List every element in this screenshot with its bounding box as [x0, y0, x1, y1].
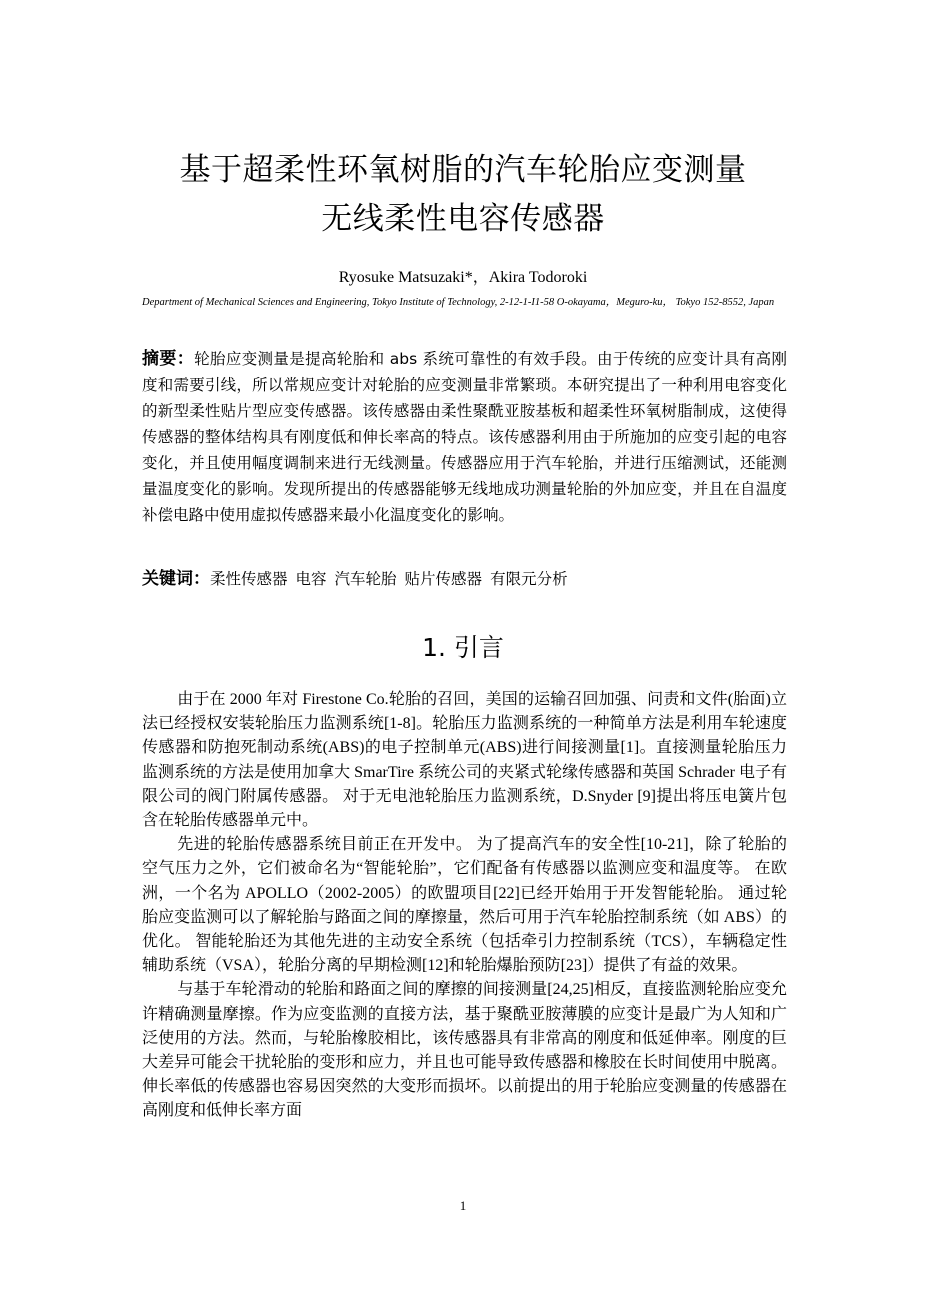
paper-title-line-2: 无线柔性电容传感器 — [321, 201, 605, 237]
section-heading-introduction: 1. 引言 — [422, 633, 504, 662]
abstract-label: 摘要： — [142, 349, 195, 369]
abstract — [142, 346, 787, 528]
body-paragraph: 由于在 2000 年对 Firestone Co.轮胎的召回，美国的运输召回加强、问责和文件(胎面)立法已经授权安装轮胎压力监测系统[1-8]。轮胎压力监测系统的一种简单方法是利用车轮速度传感器和防抱死制动系统(ABS)的电子控制单元(ABS)进行间接测量[1]。直接测量轮胎压力监测系统的方法是使用加拿大 SmarTire 系统公司的夹紧式轮缘传感器和英国 Schrader 电子有限公司的阀门附属传感器。 对于无电池轮胎压力监测系统，D.Snyder [9]提出将压电簧片包含在轮胎传感器单元中。 — [142, 691, 787, 830]
keyword-item: 贴片传感器 — [404, 570, 483, 588]
abstract-text: 轮胎应变测量是提高轮胎和 abs 系统可靠性的有效手段。由于传统的应变计具有高刚度和需要引线，所以常规应变计对轮胎的应变测量非常繁琐。本研究提出了一种利用电容变化的新型柔性贴片型应变传感器。该传感器由柔性聚酰亚胺基板和超柔性环氧树脂制成，这使得传感器的整体结构具有刚度低和伸长率高的特点。该传感器利用由于所施加的应变引起的电容变化，并且使用幅度调制来进行无线测量。传感器应用于汽车轮胎，并进行压缩测试，还能测量温度变化的影响。发现所提出的传感器能够无线地成功测量轮胎的外加应变，并且在自温度补偿电路中使用虚拟传感器来最小化温度变化的影响。 — [142, 350, 787, 524]
body-paragraph: 与基于车轮滑动的轮胎和路面之间的摩擦的间接测量[24,25]相反，直接监测轮胎应变允许精确测量摩擦。作为应变监测的直接方法，基于聚酰亚胺薄膜的应变计是最广为人知和广泛使用的方法。然而，与轮胎橡胶相比，该传感器具有非常高的刚度和低延伸率。刚度的巨大差异可能会干扰轮胎的变形和应力，并且也可能导致传感器和橡胶在长时间使用中脱离。伸长率低的传感器也容易因突然的大变形而损坏。以前提出的用于轮胎应变测量的传感器在高刚度和低伸长率方面 — [142, 981, 787, 1120]
page-number: 1 — [459, 1198, 467, 1213]
introduction-body — [142, 688, 787, 1124]
keyword-item: 汽车轮胎 — [334, 570, 397, 588]
paper-title-line-1: 基于超柔性环氧树脂的汽车轮胎应变测量 — [179, 152, 747, 188]
keyword-item: 电容 — [295, 570, 327, 588]
keyword-item: 有限元分析 — [490, 570, 568, 588]
body-paragraph: 先进的轮胎传感器系统目前正在开发中。 为了提高汽车的安全性[10-21]，除了轮胎的空气压力之外，它们被命名为“智能轮胎”，它们配备有传感器以监测应变和温度等。 在欧洲，一个名为 APOLLO（2002-2005）的欧盟项目[22]已经开始用于开发智能轮胎。 通过轮胎应变监测可以了解轮胎与路面之间的摩擦量，然后可用于汽车轮胎控制系统（如 ABS）的优化。 智能轮胎还为其他先进的主动安全系统（包括牵引力控制系统（TCS），车辆稳定性辅助系统（VSA），轮胎分离的早期检测[12]和轮胎爆胎预防[23]）提供了有益的效果。 — [142, 836, 787, 975]
keywords — [142, 566, 787, 592]
author-affiliation: Department of Mechanical Sciences and Engineering, Tokyo Institute of Technology, 2-12-1-I1-58 O-okayama，Meguro-ku， Tokyo 152-8552, Japan — [142, 297, 775, 308]
keyword-item: 柔性传感器 — [210, 570, 288, 588]
keywords-label: 关键词： — [142, 569, 210, 589]
author-list: Ryosuke Matsuzaki*，Akira Todoroki — [338, 269, 588, 286]
